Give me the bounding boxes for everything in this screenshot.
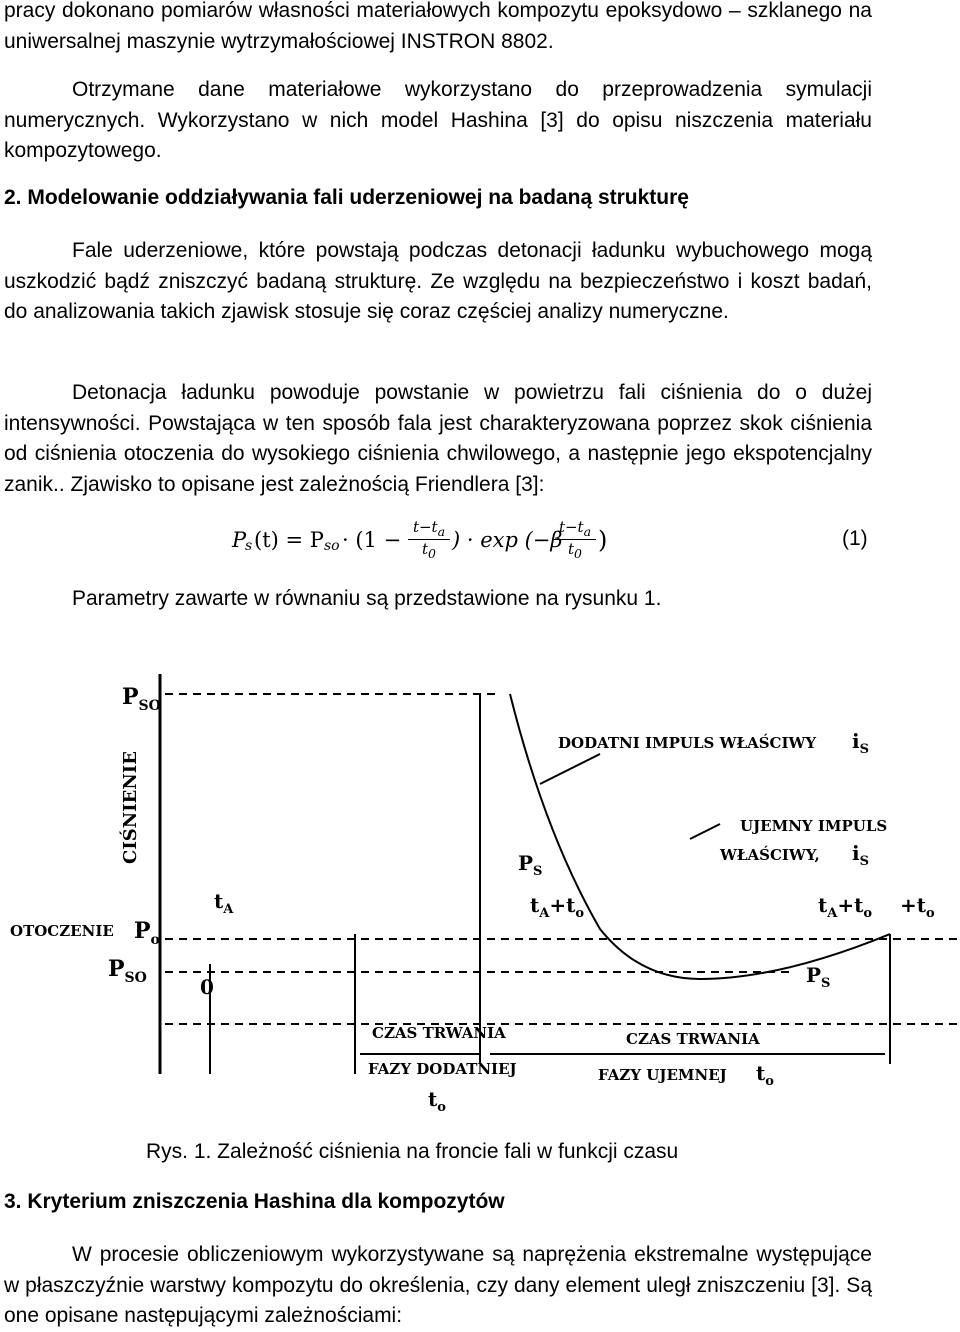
eq-fraction-1: $\frac{t-t_a}{t_0}$ xyxy=(408,518,450,561)
friedlander-equation xyxy=(232,518,632,572)
positive-duration-label-2: FAZY DODATNIEJ xyxy=(368,1060,517,1078)
paragraph-intro: pracy dokonano pomiarów własności materiałowych kompozytu epoksydowo – szklanego na uniwersalnej maszynie wytrzymałościowej INSTRON 8802. xyxy=(4,0,872,53)
t0-neg-label: $t_o$ xyxy=(756,1061,774,1089)
figure-caption: Rys. 1. Zależność ciśnienia na froncie fali w funkcji czasu xyxy=(146,1140,679,1163)
paragraph-hashina: W procesie obliczeniowym wykorzystywane są naprężenia ekstremalne występujące w płaszczyźnie warstwy kompozytu do określenia, czy dany element uległ zniszczeniu [3]. Są one opisane następującymi zależnościami: xyxy=(4,1243,872,1327)
positive-duration-label-1: CZAS TRWANIA xyxy=(372,1024,506,1042)
ta-t0-end-label: $t_A+t_o$ xyxy=(818,893,873,921)
ps-label: $P_S$ xyxy=(518,851,543,879)
eq-rhs-sub: so xyxy=(324,538,340,554)
negative-duration-label-1: CZAS TRWANIA xyxy=(626,1030,760,1048)
negative-duration-label-2: FAZY UJEMNEJ xyxy=(598,1066,727,1084)
pso-neg-label: $P_{SO}$ xyxy=(108,956,147,986)
zero-label: 0 xyxy=(200,975,214,999)
section-heading-2: 2. Modelowanie oddziaływania fali uderzeniowej na badaną strukturę xyxy=(4,186,689,209)
positive-impulse-label: DODATNI IMPULS WŁAŚCIWY xyxy=(558,734,817,752)
negative-impulse-label-2: WŁAŚCIWY, xyxy=(720,846,820,864)
positive-impulse-pointer xyxy=(540,754,600,784)
p0-label: $P_o$ xyxy=(134,918,160,948)
pressure-time-figure xyxy=(0,634,960,1128)
t0-end-label: $+t_o$ xyxy=(900,893,935,921)
ta-t0-label: $t_A+t_o$ xyxy=(530,893,585,921)
eq-one: · (1 − xyxy=(342,528,402,552)
is-neg-label: $i_S$ xyxy=(852,841,869,869)
ta-label: $t_A$ xyxy=(214,889,234,917)
negative-impulse-pointer xyxy=(690,824,720,839)
ps-neg-label: $P_S$ xyxy=(806,963,831,991)
eq-lhs-sub: s xyxy=(245,538,253,554)
t0-bottom-label: $t_o$ xyxy=(428,1087,446,1115)
eq-close: ) xyxy=(598,526,608,554)
paragraph-detonation: Detonacja ładunku powoduje powstanie w powietrzu fali ciśnienia do o dużej intensywności. Powstająca w ten sposób fala jest charakteryzowana poprzez skok ciśnienia od ciśnienia otoczenia do wysokiego ciśnienia chwilowego, a następnie jego ekspotencjalny zanik.. Zjawisko to opisane jest zależnością Friendlera [3]: xyxy=(4,381,872,496)
paragraph-data-usage: Otrzymane dane materiałowe wykorzystano do przeprowadzenia symulacji numerycznych. Wykorzystano w nich model Hashina [3] do opisu niszczenia materiału kompozytowego. xyxy=(4,78,872,162)
pressure-axis-label: CIŚNIENIE xyxy=(120,751,141,864)
negative-impulse-label-1: UJEMNY IMPULS xyxy=(740,817,888,835)
is-label: $i_S$ xyxy=(852,729,869,757)
eq-lhs-arg: (t) = P xyxy=(254,528,324,552)
equation-number: (1) xyxy=(842,527,868,550)
paragraph-shock-waves: Fale uderzeniowe, które powstają podczas detonacji ładunku wybuchowego mogą uszkodzić bądź zniszczyć badaną strukturę. Ze względu na bezpieczeństwo i koszt badań, do analizowania takich zjawisk stosuje się coraz częściej analizy numeryczne. xyxy=(4,239,872,323)
eq-exp: ) · exp (−β xyxy=(452,528,563,552)
eq-fraction-2: $\frac{t-t_a}{t_0}$ xyxy=(554,518,596,561)
ambient-label: OTOCZENIE xyxy=(10,922,114,940)
section-heading-3: 3. Kryterium zniszczenia Hashina dla kompozytów xyxy=(4,1190,505,1213)
pso-top-label: $P_{SO}$ xyxy=(122,684,161,714)
paragraph-parameters: Parametry zawarte w równaniu są przedstawione na rysunku 1. xyxy=(72,587,662,610)
eq-lhs: P xyxy=(232,528,247,552)
